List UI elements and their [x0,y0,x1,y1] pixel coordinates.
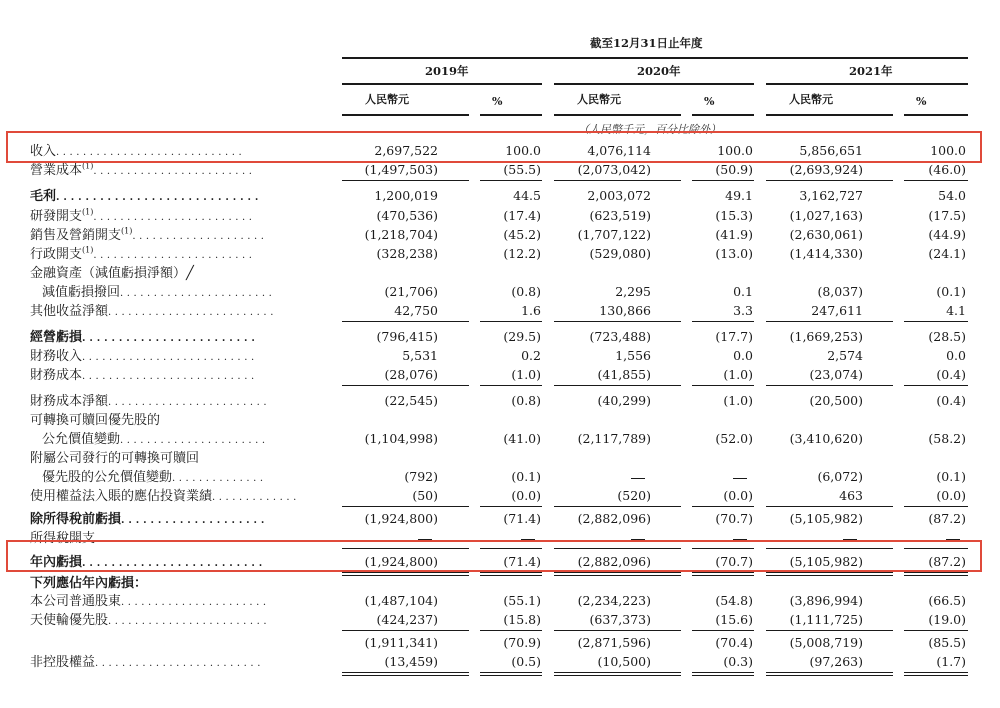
amount-cell: (21,706) [384,284,438,299]
row-label-text: 財務成本 [30,368,83,383]
amount-cell: (2,882,096) [577,511,651,526]
row-label [30,305,274,318]
amount-cell: (1,104,998) [364,431,438,446]
percent-cell: (0.0) [936,488,966,503]
percent-cell: (17.7) [715,329,753,344]
percent-cell: 100.0 [717,143,753,158]
total-double-rule [692,675,754,676]
row-label [30,161,253,178]
pct-label-2020: % [704,95,715,108]
percent-cell: (12.2) [503,246,541,261]
total-double-rule [480,672,542,673]
total-double-rule [692,575,754,576]
row-label-text: 金融資產（減值虧損淨額）╱ [30,266,194,281]
amount-cell: (10,500) [597,654,651,669]
leader-dots: . . . . . . . . . . . . . . . . . . . . . . [120,435,266,446]
leader-dots: . . . . . . . . . . . . . . . . . . . . . . . . . [95,534,261,545]
currency-label-2019: 人民幣元 [365,93,409,106]
subtotal-rule [692,321,754,322]
percent-cell: (1.0) [723,393,753,408]
leader-dots: . . . . . . . . . . . . . . . . . . . . . . . . . . [82,352,255,363]
amount-cell: 5,856,651 [799,143,863,158]
percent-cell: (55.1) [503,593,541,608]
percent-cell: (1.7) [936,654,966,669]
subtotal-rule [554,630,681,631]
row-label [30,369,254,382]
total-double-rule [480,572,542,573]
percent-cell: (50.9) [715,162,753,177]
row-label [42,286,272,299]
percent-cell: (41.9) [715,227,753,242]
total-double-rule [342,575,469,576]
amount-cell: 4,076,114 [587,143,651,158]
total-double-rule [342,675,469,676]
row-label [30,656,261,669]
leader-dots: . . . . . . . . . . . . . . [172,473,264,484]
percent-cell: (0.8) [511,393,541,408]
subtotal-rule [766,506,893,507]
percent-cell: (85.5) [928,635,966,650]
amount-cell: (2,693,924) [789,162,863,177]
percent-cell: (15.8) [503,612,541,627]
header-rule-top [342,57,968,59]
footnote-marker: (1) [82,207,94,217]
subtotal-rule [342,630,469,631]
subtotal-rule [554,180,681,181]
subtotal-rule [692,180,754,181]
row-label-text: 可轉換可贖回優先股的 [30,413,161,428]
amount-cell: 1,200,019 [374,188,438,203]
amount-cell: 463 [839,488,863,503]
subtotal-rule [480,385,542,386]
percent-cell: (71.4) [503,511,541,526]
percent-cell: 0.0 [733,348,753,363]
total-double-rule [342,572,469,573]
subtotal-rule [904,630,968,631]
pct-label-2019: % [492,95,503,108]
leader-dots: . . . . . . . . . . . . . . . . . . . . . . . . . . . . [56,192,259,203]
percent-cell: (0.3) [723,654,753,669]
amount-cell: (723,488) [589,329,651,344]
leader-dots: . . . . . . . . . . . . . . . . . . . . . . . . [93,250,253,261]
row-label [30,190,259,203]
percent-cell: 100.0 [505,143,541,158]
row-label-text: 營業成本 [30,163,83,178]
total-double-rule [904,672,968,673]
year-2020: 2020年 [637,64,681,78]
subheader-rule-4 [692,114,754,116]
amount-cell: (28,076) [384,367,438,382]
amount-cell: (1,911,341) [364,635,438,650]
percent-cell: (17.5) [928,208,966,223]
amount-cell: (1,111,725) [789,612,863,627]
percent-cell: (28.5) [928,329,966,344]
subheader-rule-3 [554,114,681,116]
leader-dots: . . . . . . . . . . . . . . . . . . . . . . [121,597,267,608]
amount-cell: 3,162,727 [799,188,863,203]
row-label-text: 研發開支 [30,209,83,224]
total-double-rule [904,675,968,676]
subtotal-rule [480,321,542,322]
row-label-text: 使用權益法入賬的應佔投資業績 [30,489,213,504]
percent-cell: (66.5) [928,593,966,608]
amount-cell: (1,497,503) [364,162,438,177]
leader-dots: . . . . . . . . . . . . . . . . . . . . . . . . . . [82,371,255,382]
subtotal-rule [554,321,681,322]
leader-dots: . . . . . . . . . . . . . . . . . . . . . . . . [93,166,253,177]
amount-cell: (623,519) [589,208,651,223]
amount-cell: (8,037) [817,284,863,299]
amount-cell: (1,218,704) [364,227,438,242]
row-label [30,614,267,627]
row-label-text: 其他收益淨額 [30,304,109,319]
percent-cell: 4.1 [946,303,966,318]
footnote-marker: (1) [82,245,94,255]
row-label-text: 本公司普通股東 [30,594,122,609]
amount-cell: (41,855) [597,367,651,382]
total-double-rule [766,572,893,573]
percent-cell: (55.5) [503,162,541,177]
year-rule-2019 [342,83,542,85]
amount-cell: (5,008,719) [789,635,863,650]
percent-cell: 0.0 [946,348,966,363]
amount-cell: 130,866 [599,303,651,318]
leader-dots: . . . . . . . . . . . . . . . . . . . . . . . [120,288,273,299]
percent-cell: (44.9) [928,227,966,242]
row-label-text: 附屬公司發行的可轉換可贖回 [30,451,200,466]
subtotal-rule [766,180,893,181]
year-2019: 2019年 [425,64,469,78]
leader-dots: . . . . . . . . . . . . . . . . . . . . [132,231,265,242]
footnote-marker: (1) [121,226,133,236]
percent-cell: (45.2) [503,227,541,242]
amount-cell: (5,105,982) [789,511,863,526]
row-label [30,267,194,280]
percent-cell: (19.0) [928,612,966,627]
percent-cell: (15.3) [715,208,753,223]
amount-cell: (2,871,596) [577,635,651,650]
percent-cell: (71.4) [503,554,541,569]
pct-label-2021: % [916,95,927,108]
subheader-rule-1 [342,114,469,116]
amount-cell: (2,882,096) [577,554,651,569]
percent-cell: (54.8) [715,593,753,608]
amount-cell: (3,410,620) [789,431,863,446]
row-label [30,414,160,427]
subtotal-rule [904,506,968,507]
row-label-text: 公允價值變動 [42,432,121,447]
percent-cell: 0.2 [521,348,541,363]
row-label [30,395,267,408]
percent-cell: (0.1) [511,469,541,484]
subtotal-rule [766,630,893,631]
highlight-box-revenue [6,131,982,163]
percent-cell: (0.0) [723,488,753,503]
total-double-rule [904,575,968,576]
row-label [30,331,255,344]
percent-cell: (70.4) [715,635,753,650]
nil-dash [733,478,747,479]
amount-cell: (13,459) [384,654,438,669]
percent-cell: (87.2) [928,554,966,569]
percent-cell: (0.8) [511,284,541,299]
row-label [30,452,199,465]
subtotal-rule [904,385,968,386]
total-double-rule [480,575,542,576]
total-double-rule [766,672,893,673]
unit-note: （人民幣千元，百分比除外） [578,123,721,136]
amount-cell: 42,750 [394,303,438,318]
row-label-text: 收入 [30,144,57,159]
row-label-text: 減值虧損撥回 [42,285,121,300]
subtotal-rule [692,506,754,507]
leader-dots: . . . . . . . . . . . . . . . . . . . . . . . . [108,616,267,627]
row-label [42,433,265,446]
row-label [30,350,254,363]
total-double-rule [554,672,681,673]
row-label [30,595,266,608]
row-label-text: 銷售及營銷開支 [30,228,122,243]
amount-cell: 2,574 [827,348,863,363]
amount-cell: (22,545) [384,393,438,408]
amount-cell: (1,487,104) [364,593,438,608]
row-label-text: 財務收入 [30,349,83,364]
subtotal-rule [766,321,893,322]
row-label-text: 天使輪優先股 [30,613,109,628]
amount-cell: (40,299) [597,393,651,408]
subheader-rule-2 [480,114,542,116]
percent-cell: (0.4) [936,367,966,382]
row-label-text: 行政開支 [30,247,83,262]
subtotal-rule [342,321,469,322]
amount-cell: (1,027,163) [789,208,863,223]
row-label [42,471,263,484]
percent-cell: (41.0) [503,431,541,446]
amount-cell: (5,105,982) [789,554,863,569]
total-double-rule [766,575,893,576]
percent-cell: (52.0) [715,431,753,446]
total-double-rule [692,672,754,673]
row-label [30,245,253,262]
leader-dots: . . . . . . . . . . . . . . . . . . . . . . . . [93,212,253,223]
subtotal-rule [480,630,542,631]
percent-cell: 3.3 [733,303,753,318]
leader-dots: . . . . . . . . . . . . . . . . . . . . . . . . . . . . [56,147,242,158]
row-label [30,226,265,243]
row-label-text: 經營虧損 [30,330,83,345]
subtotal-rule [342,180,469,181]
amount-cell: (1,707,122) [577,227,651,242]
total-double-rule [766,675,893,676]
percent-cell: (70.7) [715,554,753,569]
amount-cell: (792) [404,469,438,484]
row-label [30,490,296,503]
amount-cell: (2,073,042) [577,162,651,177]
nil-dash [631,478,645,479]
footnote-marker: (1) [82,161,94,171]
subtotal-rule [554,506,681,507]
total-double-rule [554,675,681,676]
row-label-text: 除所得稅前虧損 [30,512,122,527]
row-label [30,207,253,224]
row-label-text: 年內虧損 [30,555,83,570]
percent-cell: (0.1) [936,469,966,484]
percent-cell: (15.6) [715,612,753,627]
amount-cell: 1,556 [615,348,651,363]
row-label [30,577,147,590]
subheader-rule-5 [766,114,893,116]
amount-cell: 5,531 [402,348,438,363]
row-label-text: 毛利 [30,189,57,204]
amount-cell: (23,074) [809,367,863,382]
subtotal-rule [480,506,542,507]
amount-cell: 2,295 [615,284,651,299]
percent-cell: 49.1 [725,188,753,203]
leader-dots: . . . . . . . . . . . . . . . . . . . . . . . . [108,397,267,408]
row-label [30,513,265,526]
year-rule-2020 [554,83,754,85]
amount-cell: (2,630,061) [789,227,863,242]
amount-cell: (6,072) [817,469,863,484]
subtotal-rule [342,385,469,386]
percent-cell: (70.9) [503,635,541,650]
amount-cell: (529,080) [589,246,651,261]
subtotal-rule [766,385,893,386]
amount-cell: (97,263) [809,654,863,669]
total-double-rule [554,575,681,576]
subtotal-rule [904,180,968,181]
amount-cell: (470,536) [376,208,438,223]
subtotal-rule [692,630,754,631]
leader-dots: . . . . . . . . . . . . . . . . . . . . [121,515,265,526]
period-title: 截至12月31日止年度 [590,36,703,50]
amount-cell: (1,924,800) [364,511,438,526]
percent-cell: 54.0 [938,188,966,203]
leader-dots: . . . . . . . . . . . . . . . . . . . . . . . . [82,333,256,344]
amount-cell: (796,415) [376,329,438,344]
total-double-rule [342,672,469,673]
percent-cell: (0.1) [936,284,966,299]
subtotal-rule [342,506,469,507]
amount-cell: (1,414,330) [789,246,863,261]
row-label-text: 非控股權益 [30,655,96,670]
subtotal-rule [692,385,754,386]
subtotal-rule [554,385,681,386]
percent-cell: (17.4) [503,208,541,223]
percent-cell: (0.5) [511,654,541,669]
amount-cell: (20,500) [809,393,863,408]
subtotal-rule [480,180,542,181]
row-label-text: 下列應佔年內虧損： [30,576,148,591]
leader-dots: . . . . . . . . . . . . . . . . . . . . . . . . . [82,558,263,569]
subheader-rule-6 [904,114,968,116]
amount-cell: (328,238) [376,246,438,261]
row-label-text: 優先股的公允價值變動 [42,470,173,485]
percent-cell: 44.5 [513,188,541,203]
currency-label-2020: 人民幣元 [577,93,621,106]
leader-dots: . . . . . . . . . . . . . . . . . . . . . . . . . [108,307,274,318]
row-label-text: 財務成本淨額 [30,394,109,409]
amount-cell: (2,117,789) [577,431,651,446]
total-double-rule [692,572,754,573]
amount-cell: (637,373) [589,612,651,627]
currency-label-2021: 人民幣元 [789,93,833,106]
leader-dots: . . . . . . . . . . . . . [212,492,297,503]
amount-cell: (2,234,223) [577,593,651,608]
amount-cell: 2,003,072 [587,188,651,203]
total-double-rule [480,675,542,676]
percent-cell: (1.0) [723,367,753,382]
total-double-rule [554,572,681,573]
amount-cell: 247,611 [811,303,863,318]
percent-cell: 1.6 [521,303,541,318]
percent-cell: (0.0) [511,488,541,503]
amount-cell: (50) [412,488,438,503]
percent-cell: 100.0 [930,143,966,158]
highlight-box-loss-for-year [6,540,982,572]
year-rule-2021 [766,83,968,85]
percent-cell: 0.1 [733,284,753,299]
total-double-rule [904,572,968,573]
leader-dots: . . . . . . . . . . . . . . . . . . . . . . . . . [95,658,261,669]
amount-cell: (3,896,994) [789,593,863,608]
amount-cell: 2,697,522 [374,143,438,158]
percent-cell: (46.0) [928,162,966,177]
amount-cell: (1,669,253) [789,329,863,344]
percent-cell: (58.2) [928,431,966,446]
row-label-text: 所得稅開支 [30,531,96,546]
percent-cell: (1.0) [511,367,541,382]
percent-cell: (29.5) [503,329,541,344]
percent-cell: (13.0) [715,246,753,261]
amount-cell: (424,237) [376,612,438,627]
percent-cell: (87.2) [928,511,966,526]
percent-cell: (70.7) [715,511,753,526]
amount-cell: (520) [617,488,651,503]
year-2021: 2021年 [849,64,893,78]
percent-cell: (24.1) [928,246,966,261]
percent-cell: (0.4) [936,393,966,408]
amount-cell: (1,924,800) [364,554,438,569]
subtotal-rule [904,321,968,322]
